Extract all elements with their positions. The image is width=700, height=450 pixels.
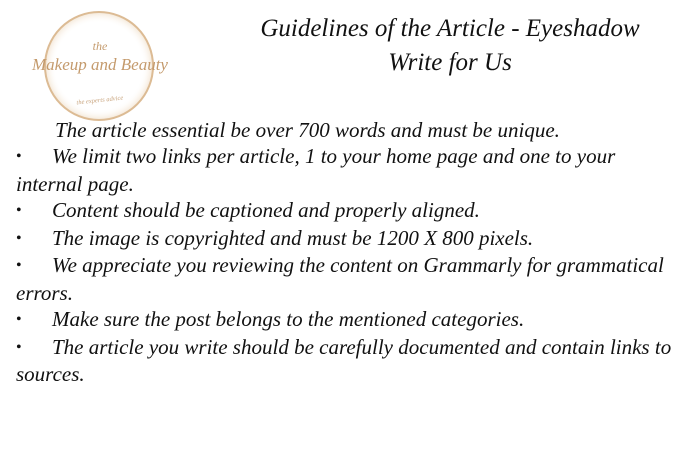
list-item: [16, 225, 686, 253]
list-item: [16, 143, 686, 197]
bullet-icon: •: [16, 202, 22, 219]
list-item-text: Content should be captioned and properly aligned.: [52, 198, 480, 222]
intro-text: The article essential be over 700 words and must be unique.: [55, 118, 560, 142]
page-title: [215, 12, 685, 80]
logo-line1: the: [92, 39, 108, 53]
bullet-icon: •: [16, 338, 22, 356]
logo-line2: Makeup and Beauty: [32, 55, 168, 74]
list-item: [16, 252, 686, 306]
list-item: [16, 197, 686, 225]
list-item: [16, 334, 686, 388]
bullet-icon: •: [16, 148, 22, 165]
bullet-icon: •: [16, 229, 22, 247]
list-item-text: We appreciate you reviewing the content on Grammarly for grammatical errors.: [16, 253, 664, 305]
page-title-line2: Write for Us: [388, 49, 512, 76]
brand-logo-graphic: [12, 6, 187, 126]
bullet-icon: •: [16, 257, 22, 274]
logo-line3: the experts advice: [76, 94, 124, 107]
guidelines-list: [16, 143, 686, 388]
list-item-text: The article you write should be carefully documented and contain links to sources.: [16, 334, 672, 386]
list-item: [16, 306, 686, 334]
bullet-icon: •: [16, 311, 22, 328]
list-item-text: The image is copyrighted and must be 1200 X 800 pixels.: [52, 225, 534, 250]
page-title-line1: Guidelines of the Article - Eyeshadow: [260, 15, 640, 42]
brand-logo: [12, 6, 187, 126]
list-item-text: Make sure the post belongs to the mentioned categories.: [52, 307, 525, 331]
list-item-text: We limit two links per article, 1 to your home page and one to your internal page.: [16, 144, 616, 196]
